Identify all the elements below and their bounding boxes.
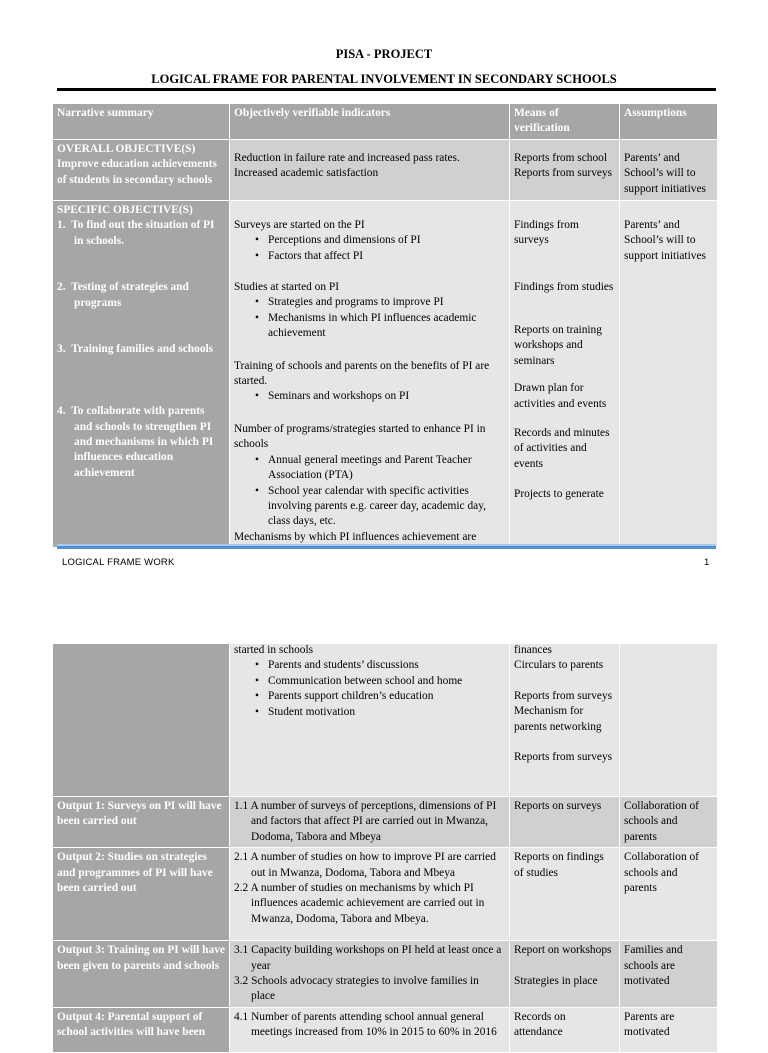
output-row	[53, 1007, 718, 1052]
means-text: Mechanism for parents networking	[514, 705, 602, 733]
column-header: Narrative summary	[53, 104, 230, 140]
specific-objectives-cell	[53, 200, 230, 547]
specific-objectives-label: SPECIFIC OBJECTIVE(S)	[57, 203, 193, 216]
indicator-lead: Surveys are started on the PI	[234, 218, 365, 231]
means-text: Reports on training workshops and seminars	[514, 324, 602, 367]
continued-indicators-cell	[230, 644, 510, 797]
means-text: finances	[514, 644, 552, 656]
output-row	[53, 941, 718, 1008]
means-text: Findings from surveys	[514, 218, 579, 247]
specific-assumptions-cell	[620, 200, 718, 547]
output-row	[53, 848, 718, 941]
title-rule	[57, 88, 716, 91]
means-text: Reports on findings of studies	[514, 851, 604, 879]
column-header: Objectively verifiable indicators	[230, 104, 510, 140]
means-text: Report on workshops	[514, 944, 612, 957]
specific-objectives-row	[53, 200, 718, 547]
continued-row	[53, 644, 718, 797]
list-item: • Annual general meetings and Parent Teacher Association (PTA)	[268, 453, 505, 484]
output-summary: Output 1: Surveys on PI will have been carried out	[53, 797, 230, 848]
means-text: Reports from surveys	[514, 751, 613, 764]
output-means-cell	[510, 941, 620, 1008]
indicator-text: 1.1 A number of surveys of perceptions, dimensions of PI and factors that affect PI are carried out in Mwanza, Dodoma, Tabora and Mbeya	[234, 800, 497, 843]
continued-means-cell	[510, 644, 620, 797]
indicator-text: 2.1 A number of studies on how to improve PI are carried out in Mwanza, Dodoma, Tabora and Mbeya	[234, 851, 496, 879]
means-text: Strategies in place	[514, 974, 598, 987]
means-text: Reports from surveys	[514, 689, 613, 702]
output-summary: Output 4: Parental support of school activities will have been	[53, 1007, 230, 1052]
indicator-text: 4.1 Number of parents attending school annual general meetings increased from 10% in 2015 to 60% in 2016	[234, 1010, 497, 1039]
footer-label: LOGICAL FRAME WORK	[62, 557, 175, 568]
indicator-text: 3.1 Capacity building workshops on PI held at least once a year	[234, 944, 502, 972]
logframe-table-page-1	[52, 103, 718, 548]
overall-objective-label: OVERALL OBJECTIVE(S)	[57, 142, 196, 155]
overall-means-cell	[510, 139, 620, 200]
output-means-cell	[510, 1007, 620, 1052]
logframe-table-page-2	[52, 643, 718, 1053]
column-header: Means of verification	[510, 104, 620, 140]
output-means-cell	[510, 797, 620, 848]
list-item: • Parents support children’s education	[268, 689, 505, 704]
specific-objective-2: 2. Testing of strategies and programs	[57, 281, 189, 309]
list-item: • Student motivation	[268, 705, 505, 720]
overall-indicators-cell	[230, 139, 510, 200]
continued-assumptions-cell	[620, 644, 718, 797]
specific-indicators-cell	[230, 200, 510, 547]
means-text: Reports from surveys	[514, 167, 613, 180]
list-item: • Seminars and workshops on PI	[268, 389, 505, 404]
output-indicators-cell	[230, 1007, 510, 1052]
indicator-lead: Studies at started on PI	[234, 281, 340, 294]
specific-objective-1: 1. To find out the situation of PI in schools.	[57, 219, 215, 247]
list-item: • School year calendar with specific activities involving parents e.g. career day, academic day, class days, etc.	[268, 484, 505, 530]
indicator-bullets	[234, 389, 505, 404]
document-title: PISA - PROJECT	[335, 47, 433, 61]
output-assumptions: Collaboration of schools and parents	[620, 848, 718, 941]
list-item: • Strategies and programs to improve PI	[268, 295, 505, 310]
means-text: Circulars to parents	[514, 659, 604, 672]
output-means-cell	[510, 848, 620, 941]
column-header: Assumptions	[620, 104, 718, 140]
means-text: Records and minutes of activities and events	[514, 427, 610, 470]
list-item: • Mechanisms in which PI influences academic achievement	[268, 311, 505, 342]
means-text: Reports on surveys	[514, 800, 602, 812]
indicator-bullets	[234, 658, 505, 720]
specific-objective-3: 3. Training families and schools	[57, 343, 214, 356]
indicator-text: Increased academic satisfaction	[234, 167, 379, 180]
assumption-text: Parents’ and School’s will to support initiatives	[624, 218, 706, 262]
assumption-text: Parents’ and School’s will to support initiatives	[624, 151, 706, 195]
indicator-lead: Training of schools and parents on the benefits of PI are started.	[234, 359, 490, 388]
means-text: Projects to generate	[514, 488, 604, 501]
means-text: Records on attendance	[514, 1010, 566, 1039]
indicator-bullets	[234, 295, 505, 341]
output-assumptions: Collaboration of schools and parents	[620, 797, 718, 848]
list-item: • Factors that affect PI	[268, 249, 505, 264]
footer-rule	[57, 544, 716, 549]
table-header-row	[53, 104, 718, 140]
list-item: • Perceptions and dimensions of PI	[268, 233, 505, 248]
indicator-tail: Mechanisms by which PI influences achievement are	[234, 530, 477, 543]
output-summary: Output 3: Training on PI will have been given to parents and schools	[53, 941, 230, 1008]
list-item: • Communication between school and home	[268, 674, 505, 689]
indicator-text: Reduction in failure rate and increased pass rates.	[234, 151, 460, 164]
means-text: Reports from school	[514, 151, 608, 164]
indicator-bullets	[234, 233, 505, 264]
overall-objective-summary: Improve education achievements of students in secondary schools	[57, 158, 217, 186]
indicator-lead: Number of programs/strategies started to enhance PI in schools	[234, 422, 486, 451]
output-indicators-cell	[230, 941, 510, 1008]
output-row	[53, 797, 718, 848]
list-item: • Parents and students’ discussions	[268, 658, 505, 673]
indicator-lead: started in schools	[234, 644, 314, 656]
page-number: 1	[704, 557, 710, 568]
means-text: Findings from studies	[514, 280, 614, 293]
indicator-bullets	[234, 453, 505, 530]
specific-objective-4: 4. To collaborate with parents and schools to strengthen PI and mechanisms in which PI influences education achievement	[57, 405, 214, 479]
specific-means-cell	[510, 200, 620, 547]
output-assumptions: Parents are motivated	[620, 1007, 718, 1052]
means-text: Drawn plan for activities and events	[514, 382, 607, 410]
overall-assumptions-cell	[620, 139, 718, 200]
output-indicators-cell	[230, 848, 510, 941]
output-assumptions: Families and schools are motivated	[620, 941, 718, 1008]
indicator-text: 3.2 Schools advocacy strategies to involve families in place	[234, 975, 479, 1003]
document-subtitle: LOGICAL FRAME FOR PARENTAL INVOLVEMENT IN SECONDARY SCHOOLS	[151, 72, 617, 86]
output-indicators-cell	[230, 797, 510, 848]
overall-objective-row	[53, 139, 718, 200]
continued-summary-cell	[53, 644, 230, 797]
output-summary: Output 2: Studies on strategies and programmes of PI will have been carried out	[53, 848, 230, 941]
overall-objective-cell	[53, 139, 230, 200]
indicator-text: 2.2 A number of studies on mechanisms by which PI influences academic achievement are carried out in Mwanza, Dodoma, Tabora and Mbeya.	[234, 882, 485, 925]
